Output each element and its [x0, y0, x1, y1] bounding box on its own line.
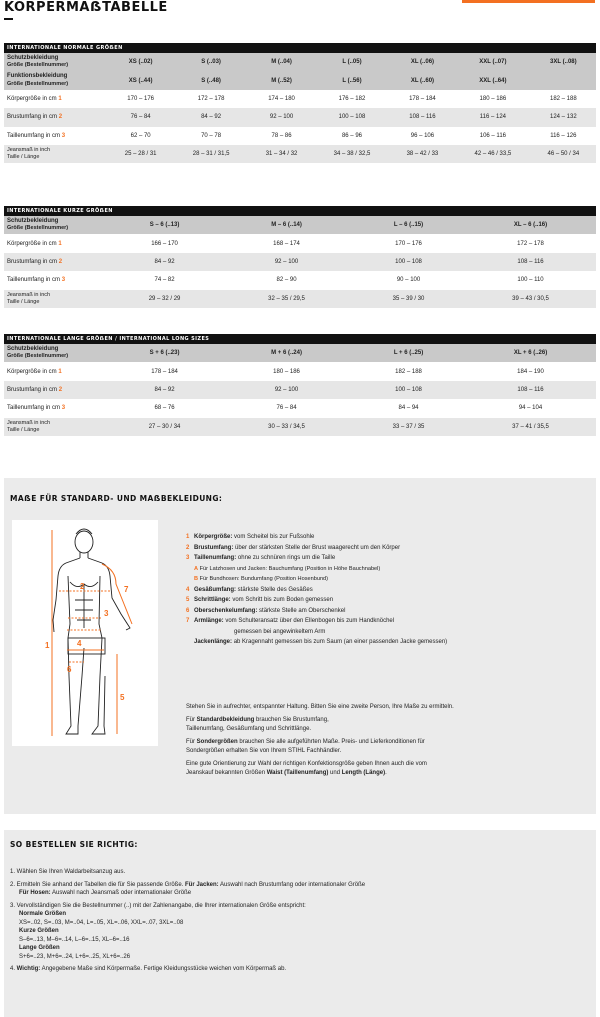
value-cell: 100 – 108	[352, 381, 465, 399]
size-code-heading: Lange Größen	[19, 945, 60, 951]
value-cell: 100 – 110	[465, 271, 596, 289]
value-cell: 84 – 92	[108, 253, 221, 271]
table-row	[4, 90, 596, 108]
note-paragraph: Stehen Sie in aufrechter, entspannter Haltung. Bitten Sie eine zweite Person, Ihre Maße zu ermitteln.	[186, 704, 454, 710]
table-row	[4, 71, 596, 89]
table-row	[4, 234, 596, 252]
value-cell: 39 – 43 / 30,5	[465, 290, 596, 308]
note-paragraph: Für Sondergrößen brauchen Sie alle aufgeführten Maße. Preis- und Lieferkonditionen für	[186, 739, 425, 745]
measure-number: 3	[61, 132, 66, 139]
order-step: 1. Wählen Sie Ihren Waldarbeitsanzug aus.	[10, 869, 126, 875]
value-cell: 37 – 41 / 35,5	[465, 418, 596, 436]
group-title: Schutzbekleidung	[7, 217, 59, 224]
table-row	[4, 381, 596, 399]
size-cell: XS (..44)	[108, 71, 173, 89]
order-title: SO BESTELLEN SIE RICHTIG:	[10, 840, 138, 849]
figure-label: 4	[77, 639, 82, 648]
value-cell: 84 – 94	[352, 399, 465, 417]
measure-number: 1	[58, 240, 62, 247]
value-cell: 38 – 42 / 33	[390, 145, 455, 163]
note-paragraph: Für Standardbekleidung brauchen Sie Brustumfang,	[186, 717, 329, 723]
legend-item: Jackenlänge: ab Kragennaht gemessen bis zum Saum (an einer passenden Jacke gemessen)	[194, 639, 448, 645]
value-cell: 74 – 82	[108, 271, 221, 289]
table-row	[4, 399, 596, 417]
value-cell: 84 – 92	[173, 108, 249, 126]
value-cell: 178 – 184	[390, 90, 455, 108]
size-cell: XL + 6 (..26)	[465, 344, 596, 362]
table-row	[4, 127, 596, 145]
measurement-legend	[186, 532, 586, 648]
value-cell: 84 – 92	[108, 381, 221, 399]
order-step: 2. Ermitteln Sie anhand der Tabellen die für Sie passende Größe. Für Jacken: Auswahl nach Brustumfang oder internationaler Größe	[10, 881, 366, 888]
legend-item: 3 Taillenumfang: ohne zu schnüren rings um die Taille	[186, 555, 336, 561]
table-long-sizes	[4, 344, 596, 436]
legend-item: 2 Brustumfang: über der stärksten Stelle der Brust waagerecht um den Körper	[186, 544, 401, 551]
table-normal-sizes	[4, 53, 596, 163]
section-header-normal: INTERNATIONALE NORMALE GRÖẞEN	[4, 43, 596, 53]
value-cell: 108 – 116	[465, 381, 596, 399]
measure-number: 3	[61, 277, 66, 284]
size-cell: M – 6 (..14)	[221, 216, 352, 234]
size-code-list: S+6=..23, M+6=..24, L+6=..25, XL+6=..26	[19, 953, 131, 960]
row-sublabel: Taille / Länge	[7, 154, 40, 161]
value-cell: 28 – 31 / 31,5	[173, 145, 249, 163]
value-cell: 35 – 39 / 30	[352, 290, 465, 308]
size-code-heading: Normale Größen	[19, 911, 67, 917]
value-cell: 31 – 34 / 32	[249, 145, 314, 163]
table-row	[4, 290, 596, 308]
value-cell: 76 – 84	[108, 108, 173, 126]
value-cell: 178 – 184	[108, 362, 221, 380]
value-cell: 78 – 86	[249, 127, 314, 145]
value-cell: 62 – 70	[108, 127, 173, 145]
value-cell: 92 – 100	[249, 108, 314, 126]
size-cell: XXL (..07)	[455, 53, 531, 71]
value-cell: 172 – 178	[465, 234, 596, 252]
measure-number: 3	[61, 405, 66, 412]
size-cell: S (..03)	[173, 53, 249, 71]
section-header-short: INTERNATIONALE KURZE GRÖẞEN	[4, 206, 596, 216]
value-cell: 34 – 38 / 32,5	[314, 145, 390, 163]
value-cell: 30 – 33 / 34,5	[221, 418, 352, 436]
group-subtitle: Größe (Bestellnummer)	[7, 80, 69, 87]
row-label: Brustumfang in cm	[7, 258, 58, 265]
size-code-heading: Kurze Größen	[19, 928, 59, 934]
measure-number: 2	[58, 386, 63, 393]
value-cell: 100 – 108	[352, 253, 465, 271]
table-row	[4, 253, 596, 271]
body-figure	[12, 520, 158, 746]
figure-label: 5	[120, 693, 125, 702]
order-step: 4. Wichtig: Angegebene Maße sind Körpermaße. Fertige Kleidungsstücke weichen vom Körpermaß ab.	[10, 966, 287, 972]
value-cell: 116 – 124	[455, 108, 531, 126]
note-paragraph: Sondergrößen erhalten Sie von Ihrem STIHL Fachhändler.	[186, 748, 342, 754]
note-paragraph: Jeanskauf bekannten Größen Waist (Taillenumfang) und Length (Länge).	[186, 770, 387, 776]
size-cell: L – 6 (..15)	[352, 216, 465, 234]
value-cell: 46 – 50 / 34	[531, 145, 596, 163]
legend-subitem: A Für Latzhosen und Jacken: Bauchumfang (Position in Höhe Bauchnabel)	[194, 565, 381, 572]
value-cell: 106 – 116	[455, 127, 531, 145]
measure-number: 1	[58, 368, 62, 375]
value-cell: 182 – 188	[531, 90, 596, 108]
value-cell: 42 – 46 / 33,5	[455, 145, 531, 163]
title-underline	[4, 18, 13, 20]
table-row	[4, 344, 596, 362]
order-steps	[10, 868, 590, 974]
value-cell: 92 – 100	[221, 381, 352, 399]
legend-item: 4 Gesäßumfang: stärkste Stelle des Gesäßes	[186, 586, 313, 593]
value-cell: 70 – 78	[173, 127, 249, 145]
measurement-notes	[186, 703, 591, 778]
size-cell: L (..05)	[314, 53, 390, 71]
value-cell: 100 – 108	[314, 108, 390, 126]
size-cell: S (..48)	[173, 71, 249, 89]
table-row	[4, 108, 596, 126]
table-row	[4, 216, 596, 234]
table-row	[4, 271, 596, 289]
size-cell: XXL (..64)	[455, 71, 531, 89]
size-code-list: S–6=..13, M–6=..14, L–6=..15, XL–6=..16	[19, 936, 130, 943]
size-cell: L + 6 (..25)	[352, 344, 465, 362]
order-panel	[4, 830, 596, 1017]
legend-subitem: B Für Bundhosen: Bundumfang (Position Hosenbund)	[194, 576, 329, 582]
legend-item: 5 Schrittlänge: vom Schritt bis zum Boden gemessen	[186, 597, 334, 603]
value-cell: 92 – 100	[221, 253, 352, 271]
value-cell: 76 – 84	[221, 399, 352, 417]
value-cell: 33 – 37 / 35	[352, 418, 465, 436]
value-cell: 180 – 186	[221, 362, 352, 380]
value-cell: 124 – 132	[531, 108, 596, 126]
value-cell: 170 – 176	[352, 234, 465, 252]
table-row	[4, 418, 596, 436]
row-label: Jeansmaß in inch	[7, 419, 51, 426]
row-label: Taillenumfang in cm	[7, 277, 61, 284]
size-code-list: XS=..02, S=..03, M=..04, L=..05, XL=..06, XXL=..07, 3XL=..08	[19, 919, 184, 926]
value-cell: 108 – 116	[465, 253, 596, 271]
row-label: Körpergröße in cm	[7, 368, 57, 375]
value-cell: 25 – 28 / 31	[108, 145, 173, 163]
table-row	[4, 145, 596, 163]
value-cell: 96 – 106	[390, 127, 455, 145]
accent-bar	[462, 0, 595, 3]
legend-item: 7 Armlänge: vom Schulteransatz über den Ellenbogen bis zum Handknöchel	[186, 618, 395, 624]
value-cell: 182 – 188	[352, 362, 465, 380]
order-step-detail: Für Hosen: Auswahl nach Jeansmaß oder internationaler Größe	[19, 890, 192, 896]
group-title: Funktionsbekleidung	[7, 73, 68, 80]
value-cell: 184 – 190	[465, 362, 596, 380]
size-cell: XS (..02)	[108, 53, 173, 71]
value-cell: 170 – 176	[108, 90, 173, 108]
value-cell: 27 – 30 / 34	[108, 418, 221, 436]
value-cell: 68 – 76	[108, 399, 221, 417]
row-sublabel: Taille / Länge	[7, 426, 40, 433]
group-subtitle: Größe (Bestellnummer)	[7, 225, 69, 232]
value-cell: 168 – 174	[221, 234, 352, 252]
figure-label: 3	[104, 609, 109, 618]
row-label: Taillenumfang in cm	[7, 405, 61, 412]
note-paragraph: Eine gute Orientierung zur Wahl der richtigen Konfektionsgröße geben Ihnen auch die vom	[186, 761, 427, 767]
group-title: Schutzbekleidung	[7, 345, 59, 352]
note-paragraph: Taillenumfang, Gesäßumfang und Schrittlänge.	[186, 726, 312, 732]
figure-label: 6	[67, 665, 72, 674]
measurement-guide-panel	[4, 478, 596, 814]
body-figure-panel	[12, 520, 158, 746]
row-sublabel: Taille / Länge	[7, 298, 40, 305]
measure-number: 2	[58, 114, 63, 121]
value-cell: 116 – 126	[531, 127, 596, 145]
row-label: Brustumfang in cm	[7, 114, 58, 121]
size-cell: S + 6 (..23)	[108, 344, 221, 362]
value-cell: 174 – 180	[249, 90, 314, 108]
value-cell: 166 – 170	[108, 234, 221, 252]
row-label: Brustumfang in cm	[7, 386, 58, 393]
page-title: KÖRPERMAẞTABELLE	[4, 0, 168, 15]
group-title: Schutzbekleidung	[7, 54, 59, 61]
figure-label: 1	[45, 641, 50, 650]
legend-continuation: gemessen bei angewinkeltem Arm	[234, 628, 326, 635]
figure-label: 2	[80, 582, 85, 591]
size-cell: S – 6 (..13)	[108, 216, 221, 234]
table-short-sizes	[4, 216, 596, 308]
measurement-guide-title: MAẞE FÜR STANDARD- UND MAẞBEKLEIDUNG:	[10, 494, 223, 503]
value-cell: 82 – 90	[221, 271, 352, 289]
value-cell: 172 – 178	[173, 90, 249, 108]
size-cell: 3XL (..08)	[531, 53, 596, 71]
order-step: 3. Vervollständigen Sie die Bestellnummer (..) mit der Zahlenangabe, die Ihrer internationalen Größe entspricht:	[10, 902, 306, 909]
size-cell	[531, 71, 596, 89]
size-cell: M (..04)	[249, 53, 314, 71]
size-cell: XL (..06)	[390, 53, 455, 71]
value-cell: 94 – 104	[465, 399, 596, 417]
table-row	[4, 362, 596, 380]
value-cell: 86 – 96	[314, 127, 390, 145]
group-subtitle: Größe (Bestellnummer)	[7, 353, 69, 360]
value-cell: 32 – 35 / 29,5	[221, 290, 352, 308]
table-row	[4, 53, 596, 71]
section-header-long: INTERNATIONALE LANGE GRÖẞEN / INTERNATIONAL LONG SIZES	[4, 334, 596, 344]
row-label: Körpergröße in cm	[7, 240, 57, 247]
figure-label: 7	[124, 585, 129, 594]
value-cell: 29 – 32 / 29	[108, 290, 221, 308]
group-subtitle: Größe (Bestellnummer)	[7, 62, 69, 69]
measure-number: 1	[58, 95, 62, 102]
legend-item: 6 Oberschenkelumfang: stärkste Stelle am Oberschenkel	[186, 607, 346, 614]
row-label: Jeansmaß in inch	[7, 291, 51, 298]
size-cell: XL (..60)	[390, 71, 455, 89]
value-cell: 180 – 186	[455, 90, 531, 108]
row-label: Jeansmaß in inch	[7, 147, 51, 154]
row-label: Taillenumfang in cm	[7, 132, 61, 139]
value-cell: 176 – 182	[314, 90, 390, 108]
size-cell: XL – 6 (..16)	[465, 216, 596, 234]
size-cell: L (..56)	[314, 71, 390, 89]
size-cell: M (..52)	[249, 71, 314, 89]
value-cell: 108 – 116	[390, 108, 455, 126]
measure-number: 2	[58, 258, 63, 265]
legend-item: 1 Körpergröße: vom Scheitel bis zur Fußsohle	[186, 534, 315, 540]
row-label: Körpergröße in cm	[7, 95, 57, 102]
value-cell: 90 – 100	[352, 271, 465, 289]
size-cell: M + 6 (..24)	[221, 344, 352, 362]
